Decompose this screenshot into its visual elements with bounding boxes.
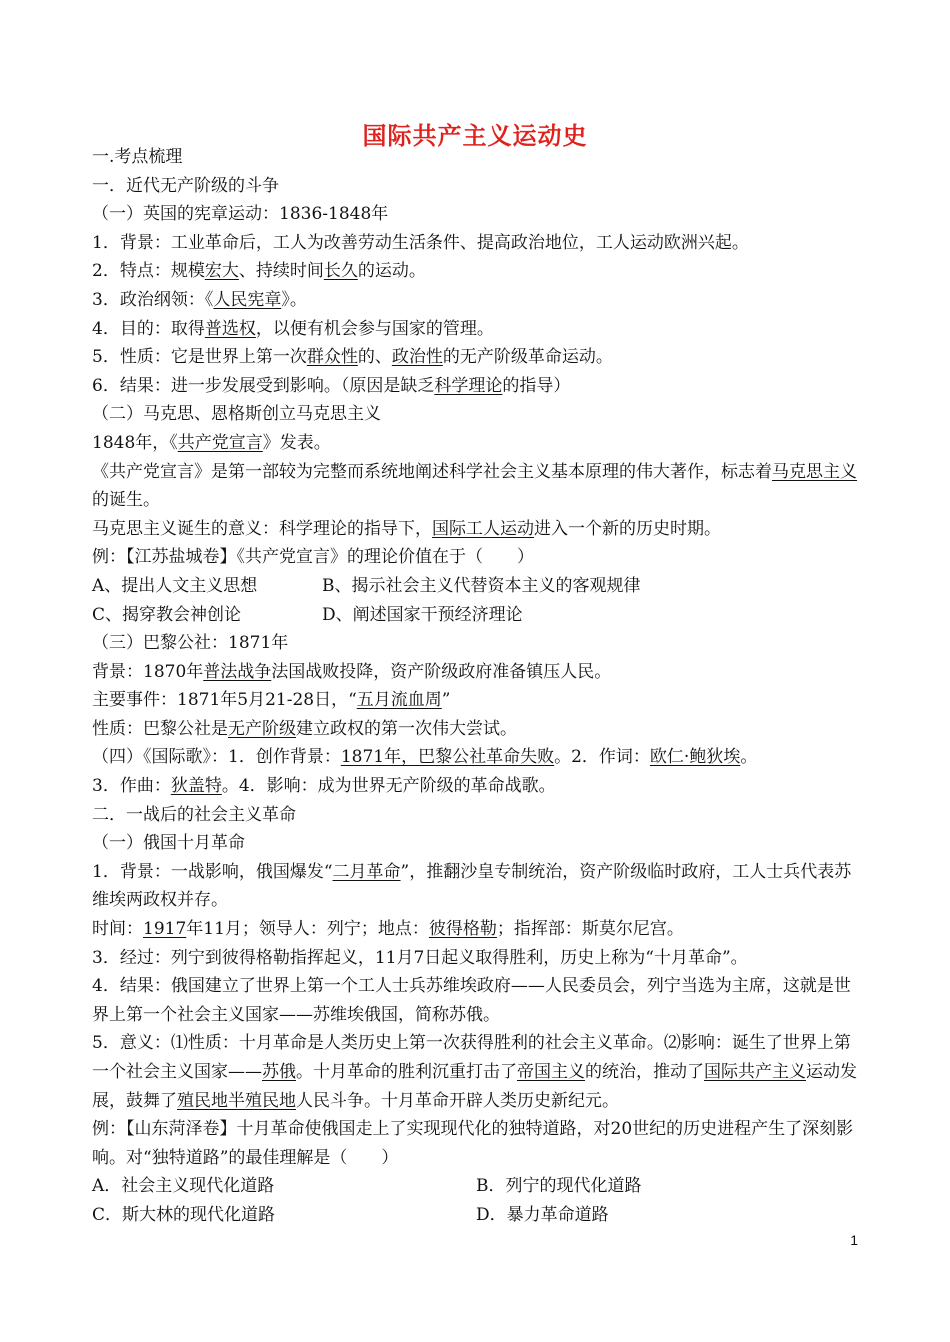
underlined-term: 帝国主义 — [517, 1062, 585, 1082]
underlined-term: 苏俄 — [262, 1062, 296, 1082]
option-d: D．暴力革命道路 — [476, 1204, 609, 1225]
underlined-term: 长久 — [323, 261, 358, 282]
underlined-term: 科学理论 — [434, 375, 503, 396]
underlined-term: 马克思主义 — [772, 461, 857, 482]
subsection-heading: （一）英国的宪章运动：1836-1848年 — [92, 204, 389, 225]
paragraph-line — [92, 715, 860, 744]
document-body — [92, 143, 860, 1230]
underlined-term: 国际共产主义 — [704, 1062, 806, 1082]
text: 运动发展，鼓舞了 — [92, 1062, 857, 1111]
paragraph-line: 1．背景：工业革命后，工人为改善劳动生活条件、提高政治地位，工人运动欧洲兴起。 — [92, 232, 749, 253]
paragraph-line — [92, 372, 860, 401]
underlined-term: 共产党宣言 — [177, 432, 263, 453]
answer-options — [92, 572, 860, 601]
section-heading: 二．一战后的社会主义革命 — [92, 804, 296, 825]
underlined-term: 殖民地半殖民地 — [177, 1090, 296, 1111]
subsection-heading: （二）马克思、恩格斯创立马克思主义 — [92, 404, 381, 425]
text: 5．性质：它是世界上第一次 — [92, 347, 307, 368]
section-heading: 一.考点梳理 — [92, 147, 183, 167]
underlined-term: 普选权 — [204, 318, 256, 339]
paragraph-line — [92, 743, 860, 772]
paragraph-line — [92, 429, 860, 458]
underlined-term: 群众性 — [306, 347, 358, 368]
text: 2．特点：规模 — [92, 261, 205, 282]
option-a: A．社会主义现代化道路 — [92, 1176, 275, 1197]
option-a: A、提出人文主义思想 — [92, 575, 258, 596]
text: ” — [441, 690, 451, 711]
page-title: 国际共产主义运动史 — [362, 122, 588, 150]
section-heading: 一．近代无产阶级的斗争 — [92, 175, 279, 196]
underlined-term: 普法战争 — [203, 661, 272, 682]
underlined-term: 五月流血周 — [356, 690, 442, 711]
answer-options — [92, 601, 860, 630]
text: ”，推翻沙皇专制统治，资产阶级临时政府，工人士兵代表苏维埃两政权并存。 — [92, 861, 852, 911]
underlined-term: 人民宪章 — [213, 289, 282, 310]
text: 性质：巴黎公社是 — [92, 718, 228, 739]
example-question: 例：【江苏盐城卷】《共产党宣言》的理论价值在于（ ） — [92, 547, 534, 568]
underlined-term: 彼得格勒 — [428, 919, 497, 940]
paragraph-line — [92, 686, 860, 715]
paragraph-line — [92, 515, 860, 544]
text: 。4．影响：成为世界无产阶级的革命战歌。 — [221, 776, 556, 797]
underlined-term: 1917 — [143, 919, 187, 940]
paragraph-line — [92, 315, 860, 344]
paragraph-line — [92, 343, 860, 372]
subsection-heading: （三）巴黎公社：1871年 — [92, 633, 289, 654]
text: 的、 — [357, 347, 392, 368]
answer-options — [92, 1201, 860, 1230]
text: 的运动。 — [357, 261, 426, 282]
text: 1848年，《 — [92, 432, 178, 453]
text: 、持续时间 — [238, 261, 324, 282]
text: 的诞生。 — [92, 490, 160, 511]
paragraph-line — [92, 658, 860, 687]
text: 的指导） — [502, 375, 571, 396]
text: 的统治，推动了 — [585, 1062, 704, 1082]
answer-options — [92, 1172, 860, 1201]
text: 建立政权的第一次伟大尝试。 — [296, 718, 517, 739]
text: ；指挥部：斯莫尔尼宫。 — [496, 919, 684, 940]
example-question: 例：【山东菏泽卷】十月革命使俄国走上了实现现代化的独特道路，对20世纪的历史进程产生了深刻影响。对“独特道路”的最佳理解是（ ） — [92, 1119, 854, 1168]
text: 。2．作词： — [554, 747, 650, 768]
underlined-term: 政治性 — [391, 347, 443, 368]
underlined-term: 国际工人运动 — [432, 518, 534, 539]
underlined-term: 无产阶级 — [228, 718, 296, 739]
paragraph — [92, 458, 860, 515]
text: 主要事件：1871年5月21-28日，“ — [92, 690, 357, 711]
underlined-term: 狄盖特 — [170, 776, 222, 797]
paragraph-line: 3．经过：列宁到彼得格勒指挥起义，11月7日起义取得胜利，历史上称为“十月革命”。 — [92, 947, 748, 968]
text: 法国战败投降，资产阶级政府准备镇压人民。 — [271, 661, 612, 682]
paragraph — [92, 858, 860, 915]
text: 》。 — [281, 289, 307, 310]
text: 1．背景：一战影响，俄国爆发“ — [92, 861, 333, 882]
underlined-term: 二月革命 — [332, 861, 401, 882]
text: 。 — [740, 747, 758, 768]
text: 。十月革命的胜利沉重打击了 — [296, 1062, 517, 1082]
paragraph-line — [92, 772, 860, 801]
text: ，以便有机会参与国家的管理。 — [255, 318, 494, 339]
underlined-term: 宏大 — [204, 261, 239, 282]
option-b: B．列宁的现代化道路 — [476, 1176, 642, 1197]
option-d: D、阐述国家干预经济理论 — [322, 604, 523, 625]
text: 的无产阶级革命运动。 — [442, 347, 613, 368]
subsection-heading: （一）俄国十月革命 — [92, 833, 245, 854]
page-number: 1 — [850, 1232, 858, 1248]
paragraph-line — [92, 257, 860, 286]
option-b: B、揭示社会主义代替资本主义的客观规律 — [322, 575, 641, 596]
text: 3．作曲： — [92, 776, 171, 797]
text: 6．结果：进一步发展受到影响。（原因是缺乏 — [92, 375, 435, 396]
text: 4．目的：取得 — [92, 318, 205, 339]
text: 时间： — [92, 919, 143, 940]
text: 3．政治纲领：《 — [92, 289, 214, 310]
text: 背景：1870年 — [92, 661, 204, 682]
text: 5．意义：⑴性质：十月革命是人类历史上第一次获得胜利的社会主义革命。⑵影响：诞生了世界上第一个社会主义国家—— — [92, 1033, 851, 1082]
text: 》发表。 — [262, 432, 331, 453]
text: 年11月；领导人：列宁；地点： — [186, 919, 429, 940]
option-c: C、揭穿教会神创论 — [92, 604, 242, 625]
text: 马克思主义诞生的意义：科学理论的指导下， — [92, 518, 432, 539]
underlined-term: 1871年，巴黎公社革命失败 — [340, 747, 555, 768]
text: 《共产党宣言》是第一部较为完整而系统地阐述科学社会主义基本原理的伟大著作，标志着 — [92, 461, 772, 482]
text: 进入一个新的历史时期。 — [534, 518, 721, 539]
text: 人民斗争。十月革命开辟人类历史新纪元。 — [296, 1090, 619, 1111]
paragraph-line — [92, 915, 860, 944]
paragraph — [92, 1029, 860, 1115]
text: （四）《国际歌》：1．创作背景： — [92, 747, 341, 768]
paragraph-line — [92, 286, 860, 315]
option-c: C．斯大林的现代化道路 — [92, 1204, 276, 1225]
underlined-term: 欧仁·鲍狄埃 — [649, 747, 741, 768]
paragraph: 4．结果：俄国建立了世界上第一个工人士兵苏维埃政府——人民委员会，列宁当选为主席，这就是世界上第一个社会主义国家——苏维埃俄国，简称苏俄。 — [92, 976, 851, 1025]
